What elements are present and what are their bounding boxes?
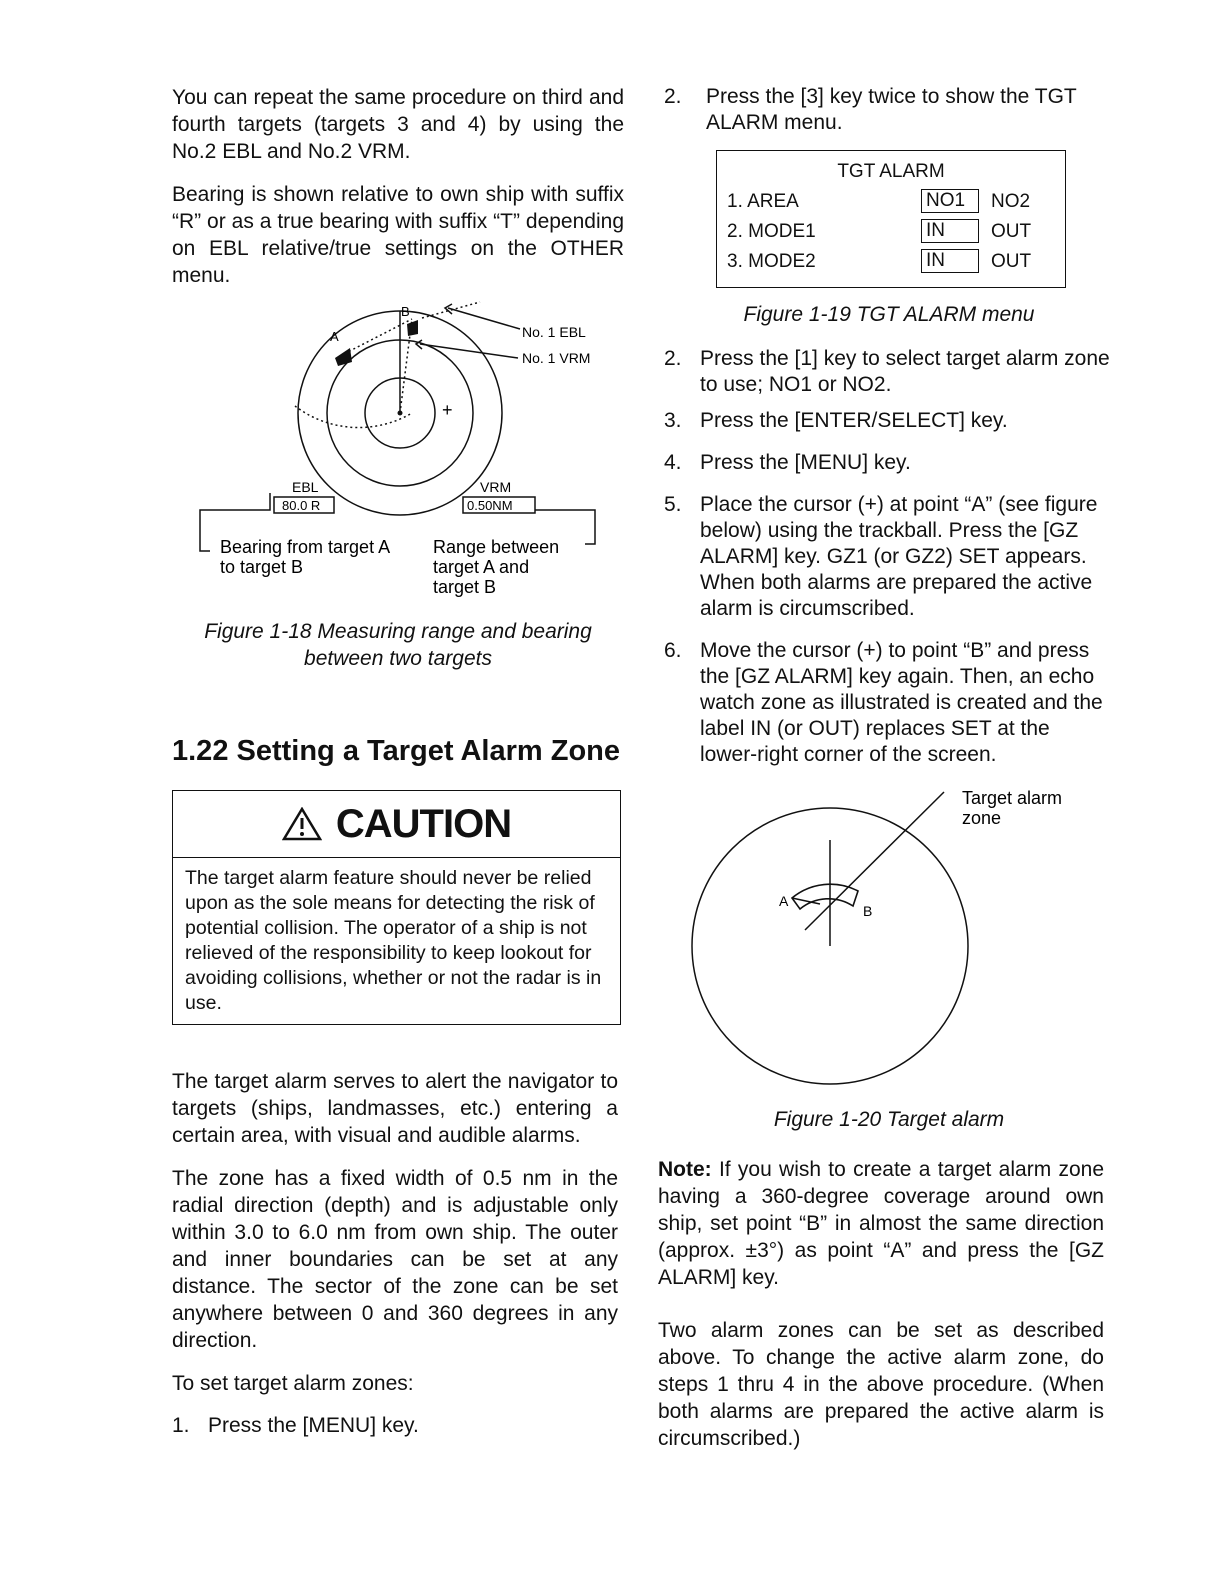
no1-vrm-label: No. 1 VRM (522, 350, 591, 366)
paragraph-repeat-procedure: You can repeat the same procedure on third and fourth targets (targets 3 and 4) by using the No.2 EBL and No.2 VRM. (172, 86, 624, 163)
ebl-a-b-line (340, 319, 412, 356)
step-2-show-menu (664, 84, 1114, 136)
right-steps (664, 346, 1110, 768)
target-a-echo (335, 348, 352, 366)
option-in[interactable]: IN (921, 219, 979, 243)
cursor-plus: + (442, 400, 453, 420)
paragraph-two-zones: Two alarm zones can be set as described above. To change the active alarm zone, do steps 1 thru 4 in the above procedure. (When both alarms are prepared the active alarm is circumscribed.) (658, 1319, 1104, 1450)
caption-line-2: between two targets (304, 647, 492, 670)
step-number: 1. (172, 1414, 190, 1437)
option-no2[interactable]: NO2 (991, 191, 1031, 212)
point-b-label: B (863, 903, 873, 919)
target-b-echo (407, 320, 418, 336)
right-column (664, 84, 1114, 136)
warning-icon (282, 807, 322, 841)
figure-1-20-caption: Figure 1-20 Target alarm (773, 1108, 1005, 1131)
note-paragraph (658, 1156, 1104, 1291)
own-ship-dot (398, 411, 403, 416)
menu-row-area[interactable] (727, 190, 1031, 213)
menu-row-mode1[interactable] (727, 220, 1032, 243)
bearing-note-2: to target B (220, 557, 304, 577)
section-heading: 1.22 Setting a Target Alarm Zone (172, 735, 620, 767)
vrm-label: VRM (480, 479, 512, 495)
note-text: If you wish to create a target alarm zone having a 360-degree coverage around own ship, set point “B” in almost the same direction (approx. ±3°) as point “A” and press the [GZ ALARM] key. (658, 1158, 1104, 1289)
label-b: B (401, 304, 410, 319)
paragraph-zone-width: The zone has a fixed width of 0.5 nm in the radial direction (depth) and is adjustable only within 3.0 to 6.0 nm from own ship. The outer and inner boundaries can be set at any distance. The sector of the zone can be set anywhere between 0 and 360 degrees in any direction. (172, 1167, 618, 1352)
ebl-arrow-leader (448, 308, 520, 329)
option-no1[interactable]: NO1 (921, 189, 979, 213)
step-text: Press the [3] key twice to show the TGT ALARM menu. (706, 85, 1077, 134)
paragraph-bearing: Bearing is shown relative to own ship with suffix “R” or as a true bearing with suffix “T” depending on EBL relative/true settings on the OTHER menu. (172, 183, 624, 287)
ebl-label: EBL (292, 479, 319, 495)
paragraph-to-set: To set target alarm zones: (172, 1372, 414, 1395)
menu-row-label: 1. AREA (727, 191, 799, 212)
step-4 (664, 450, 1110, 476)
option-out[interactable]: OUT (991, 251, 1032, 272)
step-number: 5. (664, 493, 682, 516)
point-a-label: A (779, 893, 789, 909)
step-text: Press the [1] key to select target alarm zone to use; NO1 or NO2. (700, 347, 1110, 396)
option-out[interactable]: OUT (991, 221, 1032, 242)
caution-box (172, 790, 621, 1025)
zone-label-2: zone (962, 808, 1002, 828)
tgt-alarm-menu (716, 150, 1066, 288)
bearing-note-1: Bearing from target A (220, 537, 391, 557)
left-column (172, 84, 624, 289)
menu-row-mode2[interactable] (727, 250, 1032, 273)
step-5 (664, 492, 1110, 622)
range-note-2: target A and (433, 557, 530, 577)
vrm-value: 0.50NM (467, 498, 513, 513)
step-number: 2. (664, 85, 682, 108)
note-label: Note: (658, 1158, 712, 1181)
paragraph-target-alarm: The target alarm serves to alert the navigator to targets (ships, landmasses, etc.) entering a certain area, with visual and audible alarms. (172, 1070, 618, 1147)
step-text: Press the [MENU] key. (208, 1414, 419, 1437)
figure-1-18-diagram (190, 296, 620, 606)
caution-text: The target alarm feature should never be relied upon as the sole means for detecting the risk of potential collision. The operator of a ship is not relieved of the responsibility to keep lookout for avoiding collisions, whether or not the radar is in use. (185, 867, 602, 1014)
caution-title: CAUTION (335, 801, 512, 846)
step-2 (664, 346, 1110, 398)
step-text: Press the [ENTER/SELECT] key. (700, 409, 1008, 432)
step-6 (664, 638, 1110, 768)
step-number: 6. (664, 639, 682, 662)
menu-title: TGT ALARM (837, 161, 945, 182)
step-text: Place the cursor (+) at point “A” (see figure below) using the trackball. Press the [GZ ALARM] key. GZ1 (or GZ2) SET appears. When both alarms are prepared the active alarm is circumscribed. (700, 493, 1098, 620)
vrm-arc (295, 406, 412, 428)
menu-row-label: 2. MODE1 (727, 221, 816, 242)
zone-label-1: Target alarm (962, 788, 1063, 808)
zone-leader-line (805, 792, 944, 930)
option-in[interactable]: IN (921, 249, 979, 273)
left-lower-text (172, 1068, 618, 1439)
vrm-leader (420, 344, 518, 358)
range-note-3: target B (433, 577, 497, 597)
label-a: A (330, 329, 339, 344)
step-number: 3. (664, 409, 682, 432)
figure-1-19-caption: Figure 1-19 TGT ALARM menu (743, 303, 1035, 326)
step-1 (172, 1413, 618, 1439)
step-3 (664, 408, 1110, 434)
right-lower-text (658, 1156, 1104, 1452)
figure-1-20-diagram (680, 780, 1120, 1100)
ebl-value: 80.0 R (282, 498, 321, 513)
step-text: Press the [MENU] key. (700, 451, 911, 474)
range-note-1: Range between (433, 537, 560, 557)
caption-line-1: Figure 1-18 Measuring range and bearing (204, 620, 592, 643)
menu-row-label: 3. MODE2 (727, 251, 816, 272)
step-number: 2. (664, 347, 682, 370)
step-number: 4. (664, 451, 682, 474)
figure-1-18-caption (172, 618, 624, 672)
caution-header (173, 791, 620, 858)
step-text: Move the cursor (+) to point “B” and press the [GZ ALARM] key again. Then, an echo watch zone as illustrated is created and the label IN (or OUT) replaces SET at the lower-right corner of the screen. (700, 639, 1103, 766)
no1-ebl-label: No. 1 EBL (522, 324, 586, 340)
